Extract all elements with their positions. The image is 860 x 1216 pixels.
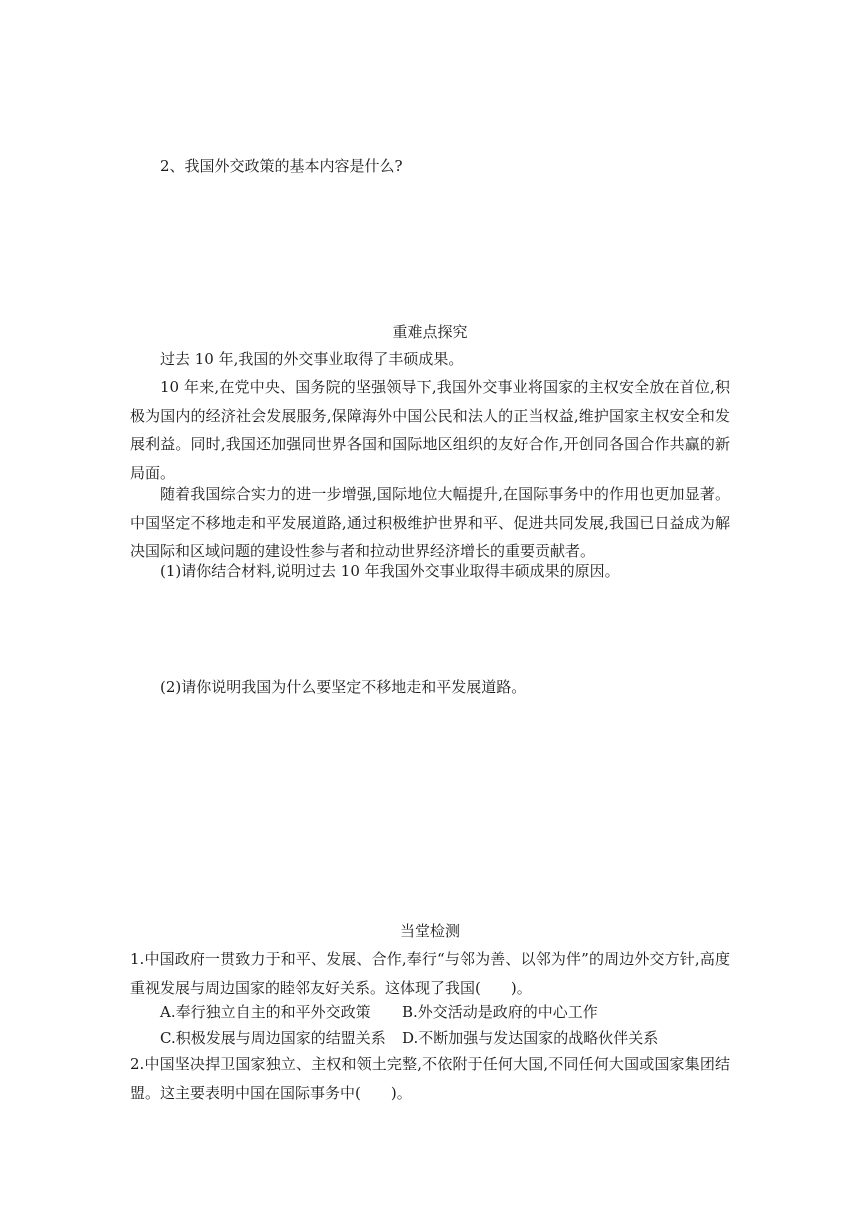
question-2: 2、我国外交政策的基本内容是什么? [160,157,403,175]
test-item-1-option-a: A.奉行独立自主的和平外交政策 [160,1003,371,1021]
section-heading-class-test: 当堂检测 [399,922,460,940]
sub-question-1: (1)请你结合材料,说明过去 10 年我国外交事业取得丰硕成果的原因。 [160,562,620,580]
test-item-2-stem: 2.中国坚决捍卫国家独立、主权和领土完整,不依附于任何大国,不同任何大国或国家集团结盟。这主要表明中国在国际事务中( )。 [130,1055,730,1102]
test-item-1-option-b: B.外交活动是政府的中心工作 [402,1003,598,1021]
test-item-1-option-c: C.积极发展与周边国家的结盟关系 [160,1029,386,1047]
material-paragraph-1: 10 年来,在党中央、国务院的坚强领导下,我国外交事业将国家的主权安全放在首位,积极为国内的经济社会发展服务,保障海外中国公民和法人的正当权益,维护国家主权安全和发展利益。同时,我国还加强同世界各国和国际地区组织的友好合作,开创同各国合作共赢的新局面。 [130,378,730,482]
test-item-1-stem: 1.中国政府一贯致力于和平、发展、合作,奉行“与邻为善、以邻为伴”的周边外交方针,高度重视发展与周边国家的睦邻友好关系。这体现了我国( )。 [130,950,730,997]
section-heading-key-points: 重难点探究 [392,323,468,341]
sub-question-2: (2)请你说明我国为什么要坚定不移地走和平发展道路。 [160,678,527,696]
intro-paragraph: 过去 10 年,我国的外交事业取得了丰硕成果。 [160,350,464,368]
material-paragraph-2: 随着我国综合实力的进一步增强,国际地位大幅提升,在国际事务中的作用也更加显著。中国坚定不移地走和平发展道路,通过积极维护世界和平、促进共同发展,我国已日益成为解决国际和区域问题的建设性参与者和拉动世界经济增长的重要贡献者。 [130,485,730,560]
test-item-1-option-d: D.不断加强与发达国家的战略伙伴关系 [402,1029,659,1047]
